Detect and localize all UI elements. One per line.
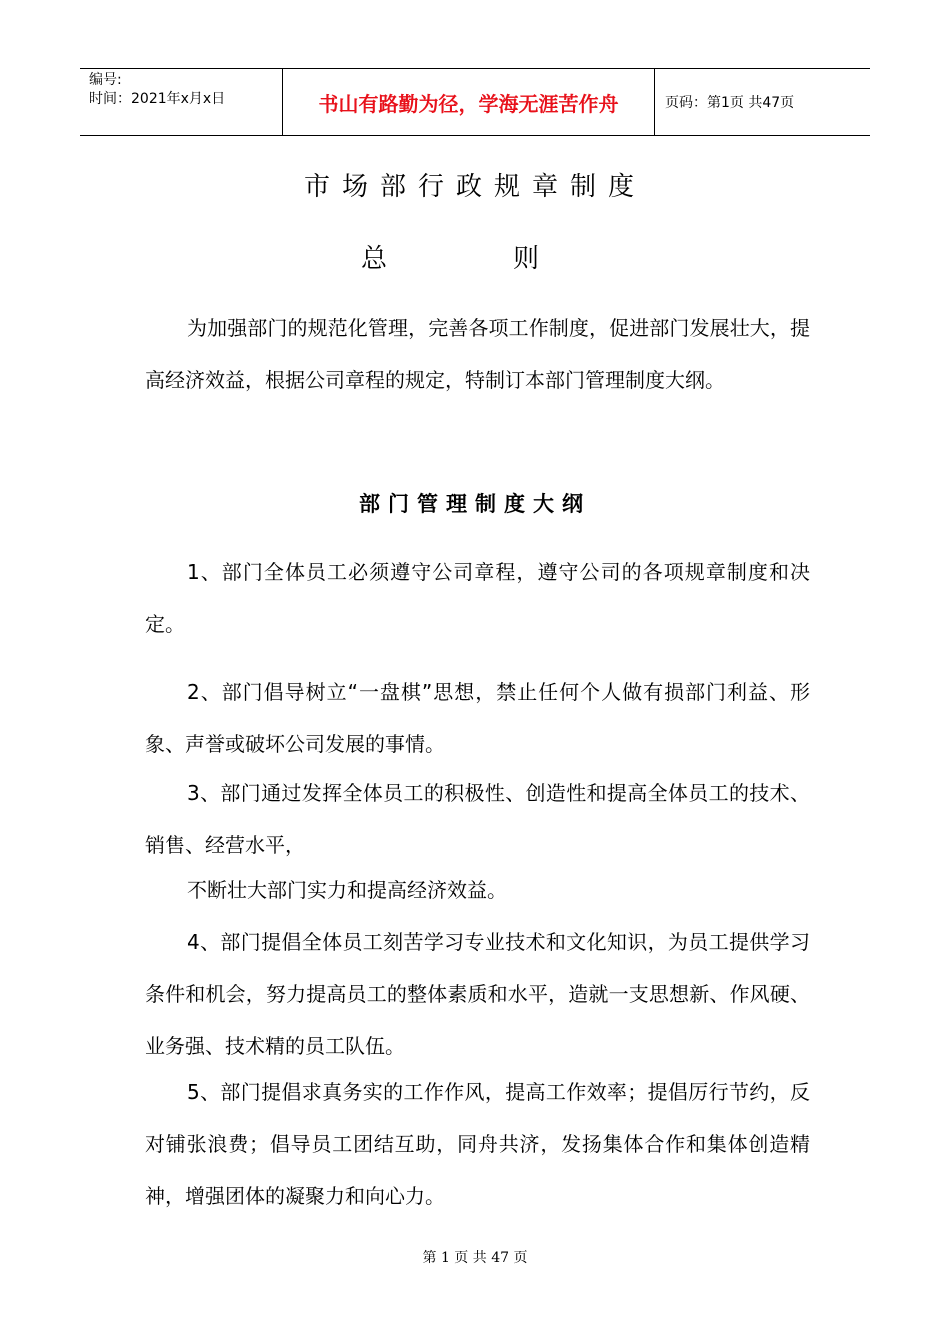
intro-paragraph: 为加强部门的规范化管理，完善各项工作制度，促进部门发展壮大，提高经济效益，根据公司章程的规定，特制订本部门管理制度大纲。 bbox=[145, 316, 810, 392]
item-paragraph-2: 2、部门倡导树立“一盘棋”思想，禁止任何个人做有损部门利益、形象、声誉或破坏公司发展的事情。 bbox=[145, 680, 810, 756]
item-paragraph-3: 3、部门通过发挥全体员工的积极性、创造性和提高全体员工的技术、销售、经营水平， bbox=[145, 781, 810, 857]
document-title: 市场部行政规章制度 bbox=[303, 172, 646, 202]
page-footer: 第 1 页 共 47 页 bbox=[422, 1250, 528, 1266]
header-page-code: 页码：第1页 共47页 bbox=[665, 95, 795, 111]
item-paragraph-5: 5、部门提倡求真务实的工作作风，提高工作效率；提倡厉行节约，反对铺张浪费；倡导员工团结互助，同舟共济，发扬集体合作和集体创造精神，增强团体的凝聚力和向心力。 bbox=[145, 1080, 810, 1208]
item-paragraph-4: 4、部门提倡全体员工刻苦学习专业技术和文化知识，为员工提供学习条件和机会，努力提高员工的整体素质和水平，造就一支思想新、作风硬、业务强、技术精的员工队伍。 bbox=[145, 930, 810, 1058]
item-paragraph-1: 1、部门全体员工必须遵守公司章程，遵守公司的各项规章制度和决定。 bbox=[145, 560, 810, 636]
general-provisions-text: 总 则 bbox=[360, 244, 589, 274]
header-time-label: 时间：2021年x月x日 bbox=[89, 91, 226, 107]
section-heading: 部门管理制度大纲 bbox=[359, 492, 591, 516]
item-paragraph-3-cont: 不断壮大部门实力和提高经济效益。 bbox=[187, 878, 507, 902]
general-provisions-heading bbox=[0, 238, 950, 275]
document-header bbox=[80, 68, 870, 136]
header-number-label: 编号: bbox=[89, 72, 122, 88]
header-meta bbox=[80, 69, 282, 135]
header-motto: 书山有路勤为径，学海无涯苦作舟 bbox=[282, 69, 655, 135]
